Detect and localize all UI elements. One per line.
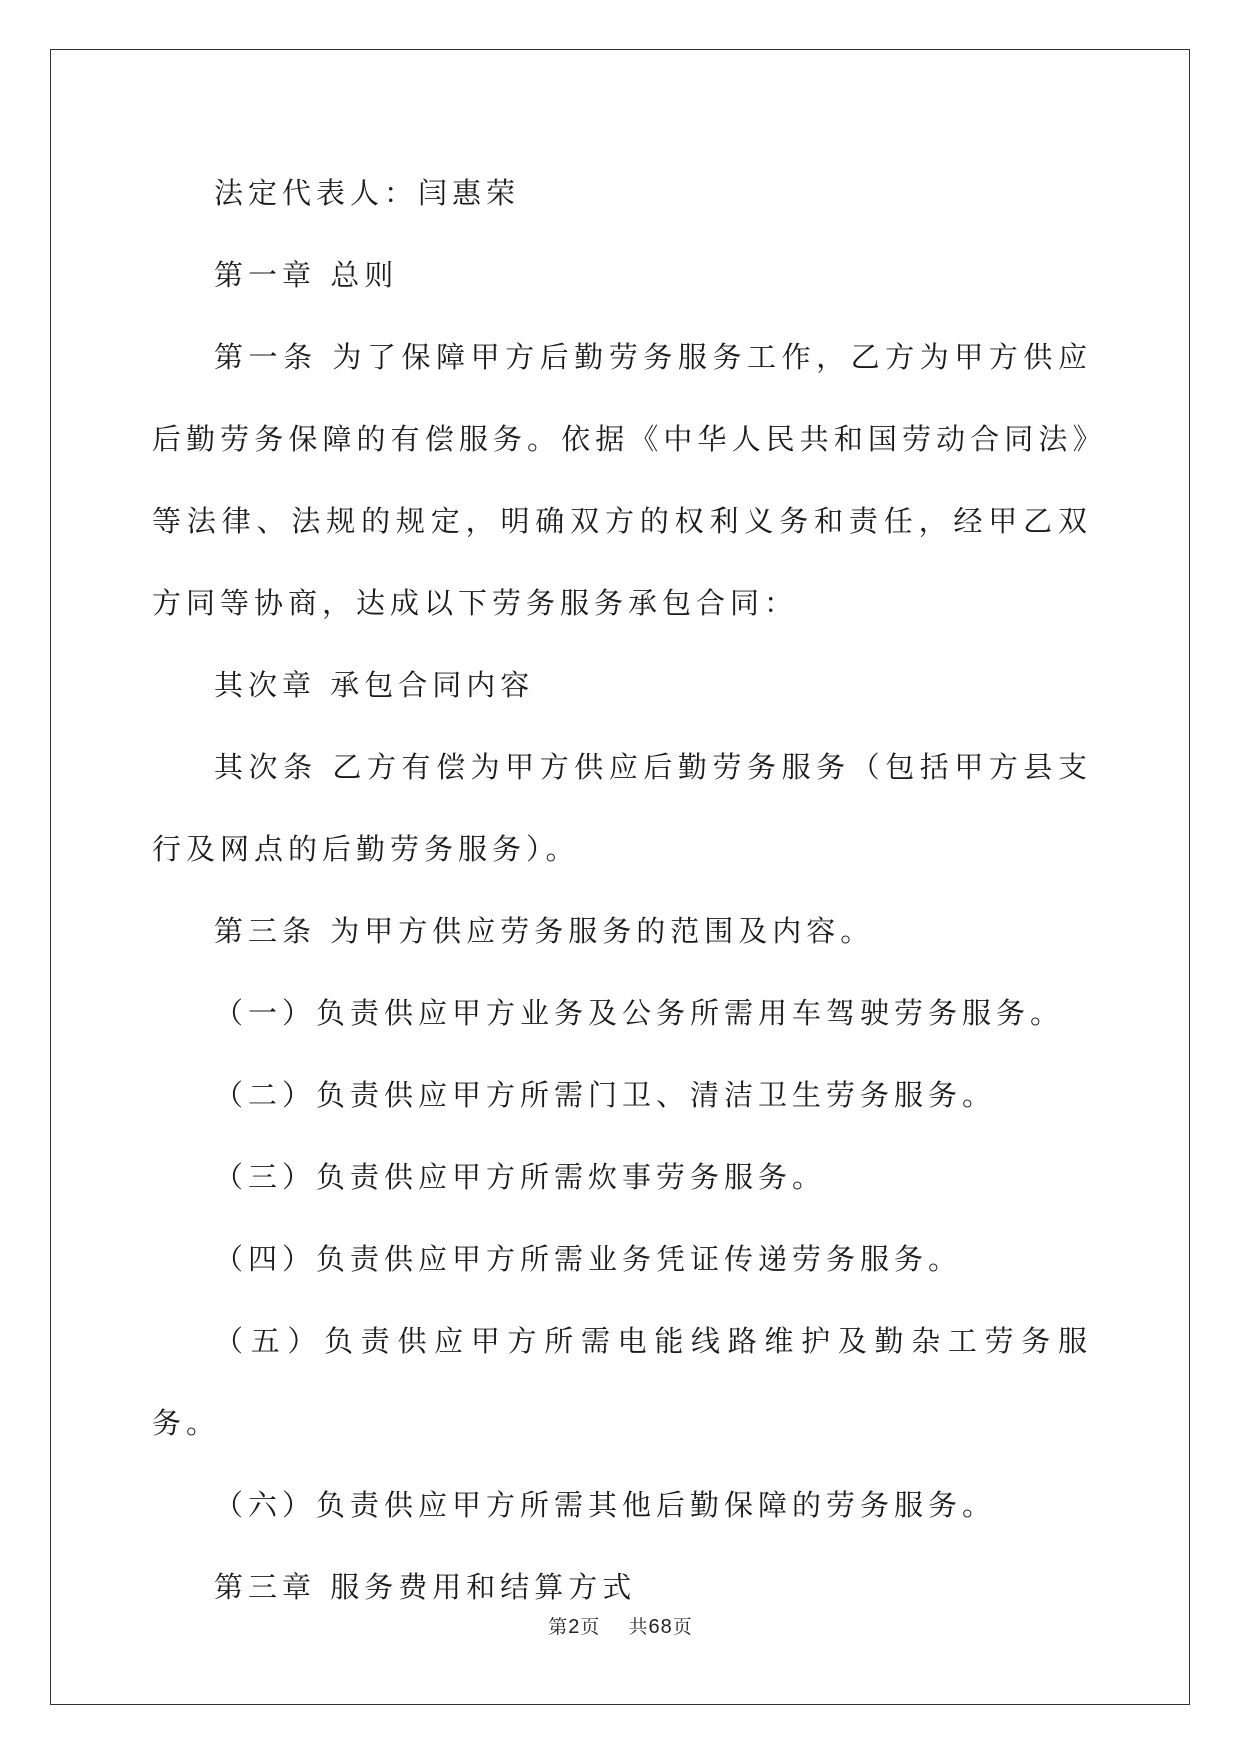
page-footer (0, 1612, 1241, 1639)
page-suffix: 页 (580, 1616, 601, 1638)
chapter-two-heading: 其次章 承包合同内容 (214, 668, 535, 702)
article-three-paragraph: 第三条 为甲方供应劳务服务的范围及内容。 (214, 914, 875, 948)
total-prefix: 共 (628, 1616, 649, 1638)
article-one-paragraph: 第一条 为了保障甲方后勤劳务服务工作，乙方为甲方供应后勤劳务保障的有偿服务。依据《中华人民共和国劳动合同法》等法律、法规的规定，明确双方的权利义务和责任，经甲乙双方同等协商，达成以下劳务服务承包合同： (152, 340, 1092, 620)
service-item-6: （六）负责供应甲方所需其他后勤保障的劳务服务。 (214, 1488, 997, 1522)
service-item-5: （五）负责供应甲方所需电能线路维护及勤杂工劳务服务。 (152, 1324, 1092, 1440)
total-suffix: 页 (672, 1616, 693, 1638)
article-two-paragraph: 其次条 乙方有偿为甲方供应后勤劳务服务（包括甲方县支行及网点的后勤劳务服务）。 (152, 750, 1092, 866)
current-page-number: 2 (568, 1616, 581, 1638)
service-item-1: （一）负责供应甲方业务及公务所需用车驾驶劳务服务。 (214, 996, 1065, 1030)
chapter-three-heading: 第三章 服务费用和结算方式 (214, 1570, 637, 1604)
total-pages-number: 68 (648, 1616, 673, 1638)
document-body (152, 152, 1092, 1628)
service-item-4: （四）负责供应甲方所需业务凭证传递劳务服务。 (214, 1242, 963, 1276)
service-item-2: （二）负责供应甲方所需门卫、清洁卫生劳务服务。 (214, 1078, 997, 1112)
service-item-3: （三）负责供应甲方所需炊事劳务服务。 (214, 1160, 827, 1194)
page-prefix: 第 (548, 1616, 569, 1638)
chapter-one-heading: 第一章 总则 (214, 258, 399, 292)
legal-representative-line: 法定代表人：闫惠荣 (214, 176, 521, 210)
